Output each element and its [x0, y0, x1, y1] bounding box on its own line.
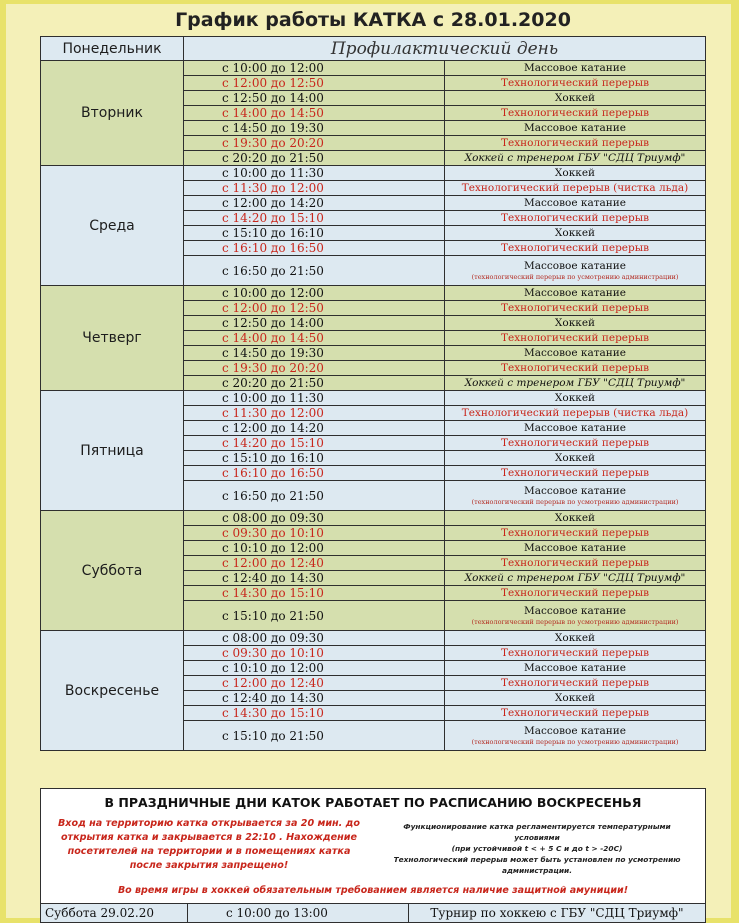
time-cell: с 10:00 до 12:00 [184, 61, 445, 76]
activity-label: Массовое катание [524, 661, 626, 674]
monday-row [41, 37, 706, 61]
footer-date: Суббота 29.02.20 [41, 904, 188, 923]
time-cell: с 14:20 до 15:10 [184, 436, 445, 451]
activity-cell [445, 721, 706, 751]
activity-label: Массовое катание [524, 605, 626, 617]
activity-label: Технологический перерыв [500, 361, 650, 374]
activity-label: Технологический перерыв (чистка льда) [461, 181, 689, 194]
activity-label: Хоккей с тренером ГБУ "СДЦ Триумф" [464, 571, 686, 584]
time-cell: с 09:30 до 10:10 [184, 526, 445, 541]
activity-cell [445, 691, 706, 706]
activity-cell [445, 376, 706, 391]
time-cell: с 10:00 до 11:30 [184, 166, 445, 181]
activity-label: Технологический перерыв (чистка льда) [461, 406, 689, 419]
time-cell: с 08:00 до 09:30 [184, 631, 445, 646]
activity-cell [445, 556, 706, 571]
activity-label: Массовое катание [524, 541, 626, 554]
notice-left-line: Вход на территорию катка открывается за 20 мин. до [57, 818, 361, 829]
time-cell: с 12:00 до 12:50 [184, 76, 445, 91]
time-cell: с 19:30 до 20:20 [184, 361, 445, 376]
day-label: Пятница [41, 391, 184, 511]
day-label: Суббота [41, 511, 184, 631]
notice-title: В ПРАЗДНИЧНЫЕ ДНИ КАТОК РАБОТАЕТ ПО РАСПИСАНИЮ ВОСКРЕСЕНЬЯ [104, 795, 642, 810]
time-cell: с 10:00 до 11:30 [184, 391, 445, 406]
activity-label: Технологический перерыв [500, 211, 650, 224]
activity-label: Хоккей с тренером ГБУ "СДЦ Триумф" [464, 376, 686, 389]
activity-label: Массовое катание [524, 260, 626, 272]
time-cell: с 11:30 до 12:00 [184, 406, 445, 421]
activity-cell [445, 151, 706, 166]
time-cell: с 16:50 до 21:50 [184, 481, 445, 511]
activity-cell [445, 196, 706, 211]
activity-cell [445, 121, 706, 136]
schedule-row [41, 286, 706, 301]
activity-cell [445, 511, 706, 526]
time-cell: с 16:10 до 16:50 [184, 466, 445, 481]
activity-label: Хоккей [554, 91, 596, 104]
time-cell: с 20:20 до 21:50 [184, 151, 445, 166]
activity-cell [445, 361, 706, 376]
notice-left-line: после закрытия запрещено! [129, 860, 289, 871]
time-cell: с 12:40 до 14:30 [184, 691, 445, 706]
activity-label: Хоккей [554, 691, 596, 704]
activity-cell [445, 631, 706, 646]
time-cell: с 20:20 до 21:50 [184, 376, 445, 391]
activity-note: (технологический перерыв по усмотрению администрации) [471, 498, 679, 506]
activity-label: Массовое катание [524, 346, 626, 359]
activity-cell [445, 346, 706, 361]
activity-label: Массовое катание [524, 725, 626, 737]
notice-right-line: (при устойчивой t < + 5 С и до t > -20С) [451, 844, 623, 853]
notice-right-line: Технологический перерыв может быть установлен по усмотрению [393, 855, 681, 864]
activity-cell [445, 406, 706, 421]
activity-label: Хоккей [554, 631, 596, 644]
time-cell: с 12:40 до 14:30 [184, 571, 445, 586]
notice-right-line: условиями [514, 833, 560, 842]
activity-label: Технологический перерыв [500, 76, 650, 89]
schedule-row [41, 61, 706, 76]
day-monday: Понедельник [41, 37, 184, 61]
activity-cell [445, 136, 706, 151]
day-label: Вторник [41, 61, 184, 166]
activity-label: Массовое катание [524, 421, 626, 434]
day-label: Четверг [41, 286, 184, 391]
time-cell: с 12:50 до 14:00 [184, 316, 445, 331]
activity-cell [445, 91, 706, 106]
time-cell: с 14:30 до 15:10 [184, 586, 445, 601]
activity-cell [445, 61, 706, 76]
activity-cell [445, 256, 706, 286]
activity-cell [445, 286, 706, 301]
activity-cell [445, 661, 706, 676]
activity-cell [445, 421, 706, 436]
notice-temperature-rules [377, 821, 697, 876]
monday-note: Профилактический день [184, 37, 706, 61]
time-cell: с 15:10 до 16:10 [184, 451, 445, 466]
time-cell: с 12:00 до 14:20 [184, 421, 445, 436]
time-cell: с 16:10 до 16:50 [184, 241, 445, 256]
time-cell: с 10:10 до 12:00 [184, 661, 445, 676]
footer-event: Турнир по хоккею с ГБУ "СДЦ Триумф" [409, 904, 706, 923]
activity-label: Хоккей [554, 511, 596, 524]
time-cell: с 14:20 до 15:10 [184, 211, 445, 226]
time-cell: с 12:00 до 12:50 [184, 301, 445, 316]
day-label: Воскресенье [41, 631, 184, 751]
notice-box [40, 788, 706, 904]
time-cell: с 12:00 до 12:40 [184, 556, 445, 571]
activity-cell [445, 466, 706, 481]
activity-cell [445, 526, 706, 541]
activity-cell [445, 181, 706, 196]
notice-right-line: администрации. [501, 866, 573, 875]
activity-note: (технологический перерыв по усмотрению администрации) [471, 738, 679, 746]
time-cell: с 12:00 до 14:20 [184, 196, 445, 211]
schedule-row [41, 631, 706, 646]
schedule-sheet [6, 4, 731, 918]
schedule-row [41, 391, 706, 406]
activity-note: (технологический перерыв по усмотрению администрации) [471, 618, 679, 626]
activity-cell [445, 541, 706, 556]
day-label: Среда [41, 166, 184, 286]
notice-right-line: Функционирование катка регламентируется температурными [403, 822, 671, 831]
time-cell: с 14:50 до 19:30 [184, 121, 445, 136]
activity-cell [445, 481, 706, 511]
activity-label: Технологический перерыв [500, 106, 650, 119]
time-cell: с 15:10 до 21:50 [184, 601, 445, 631]
activity-cell [445, 211, 706, 226]
activity-cell [445, 586, 706, 601]
time-cell: с 10:10 до 12:00 [184, 541, 445, 556]
activity-label: Технологический перерыв [500, 556, 650, 569]
activity-cell [445, 106, 706, 121]
activity-label: Хоккей [554, 166, 596, 179]
activity-label: Технологический перерыв [500, 646, 650, 659]
time-cell: с 12:50 до 14:00 [184, 91, 445, 106]
time-cell: с 14:30 до 15:10 [184, 706, 445, 721]
notice-entry-rules [49, 817, 369, 873]
activity-label: Хоккей [554, 391, 596, 404]
time-cell: с 12:00 до 12:40 [184, 676, 445, 691]
time-cell: с 14:50 до 19:30 [184, 346, 445, 361]
activity-cell [445, 76, 706, 91]
activity-cell [445, 676, 706, 691]
activity-label: Массовое катание [524, 121, 626, 134]
activity-label: Хоккей [554, 451, 596, 464]
notice-left-line: посетителей на территории и в помещениях катка [67, 846, 351, 857]
activity-label: Хоккей [554, 316, 596, 329]
activity-cell [445, 571, 706, 586]
activity-cell [445, 391, 706, 406]
activity-label: Хоккей [554, 226, 596, 239]
activity-label: Массовое катание [524, 485, 626, 497]
time-cell: с 16:50 до 21:50 [184, 256, 445, 286]
activity-cell [445, 331, 706, 346]
activity-label: Технологический перерыв [500, 526, 650, 539]
schedule-row [41, 166, 706, 181]
activity-label: Технологический перерыв [500, 301, 650, 314]
time-cell: с 09:30 до 10:10 [184, 646, 445, 661]
page-title: График работы КАТКА с 28.01.2020 [175, 9, 571, 31]
schedule-table [40, 36, 706, 751]
activity-cell [445, 706, 706, 721]
time-cell: с 10:00 до 12:00 [184, 286, 445, 301]
time-cell: с 15:10 до 16:10 [184, 226, 445, 241]
notice-equipment-warning: Во время игры в хоккей обязательным требованием является наличие защитной амуниции! [117, 885, 629, 896]
activity-label: Массовое катание [524, 286, 626, 299]
activity-label: Технологический перерыв [500, 136, 650, 149]
activity-label: Массовое катание [524, 61, 626, 74]
activity-label: Технологический перерыв [500, 706, 650, 719]
time-cell: с 19:30 до 20:20 [184, 136, 445, 151]
notice-left-line: открытия катка и закрывается в 22:10 . Нахождение [60, 832, 358, 843]
time-cell: с 14:00 до 14:50 [184, 331, 445, 346]
footer-time: с 10:00 до 13:00 [188, 904, 409, 923]
activity-label: Технологический перерыв [500, 676, 650, 689]
activity-cell [445, 601, 706, 631]
activity-cell [445, 316, 706, 331]
activity-label: Хоккей с тренером ГБУ "СДЦ Триумф" [464, 151, 686, 164]
footer-table [40, 903, 706, 923]
activity-label: Массовое катание [524, 196, 626, 209]
activity-label: Технологический перерыв [500, 586, 650, 599]
activity-cell [445, 241, 706, 256]
activity-label: Технологический перерыв [500, 466, 650, 479]
activity-label: Технологический перерыв [500, 436, 650, 449]
activity-cell [445, 451, 706, 466]
activity-cell [445, 646, 706, 661]
activity-cell [445, 436, 706, 451]
time-cell: с 15:10 до 21:50 [184, 721, 445, 751]
activity-label: Технологический перерыв [500, 241, 650, 254]
time-cell: с 08:00 до 09:30 [184, 511, 445, 526]
activity-cell [445, 301, 706, 316]
activity-label: Технологический перерыв [500, 331, 650, 344]
time-cell: с 11:30 до 12:00 [184, 181, 445, 196]
activity-cell [445, 166, 706, 181]
schedule-row [41, 511, 706, 526]
activity-cell [445, 226, 706, 241]
time-cell: с 14:00 до 14:50 [184, 106, 445, 121]
activity-note: (технологический перерыв по усмотрению администрации) [471, 273, 679, 281]
